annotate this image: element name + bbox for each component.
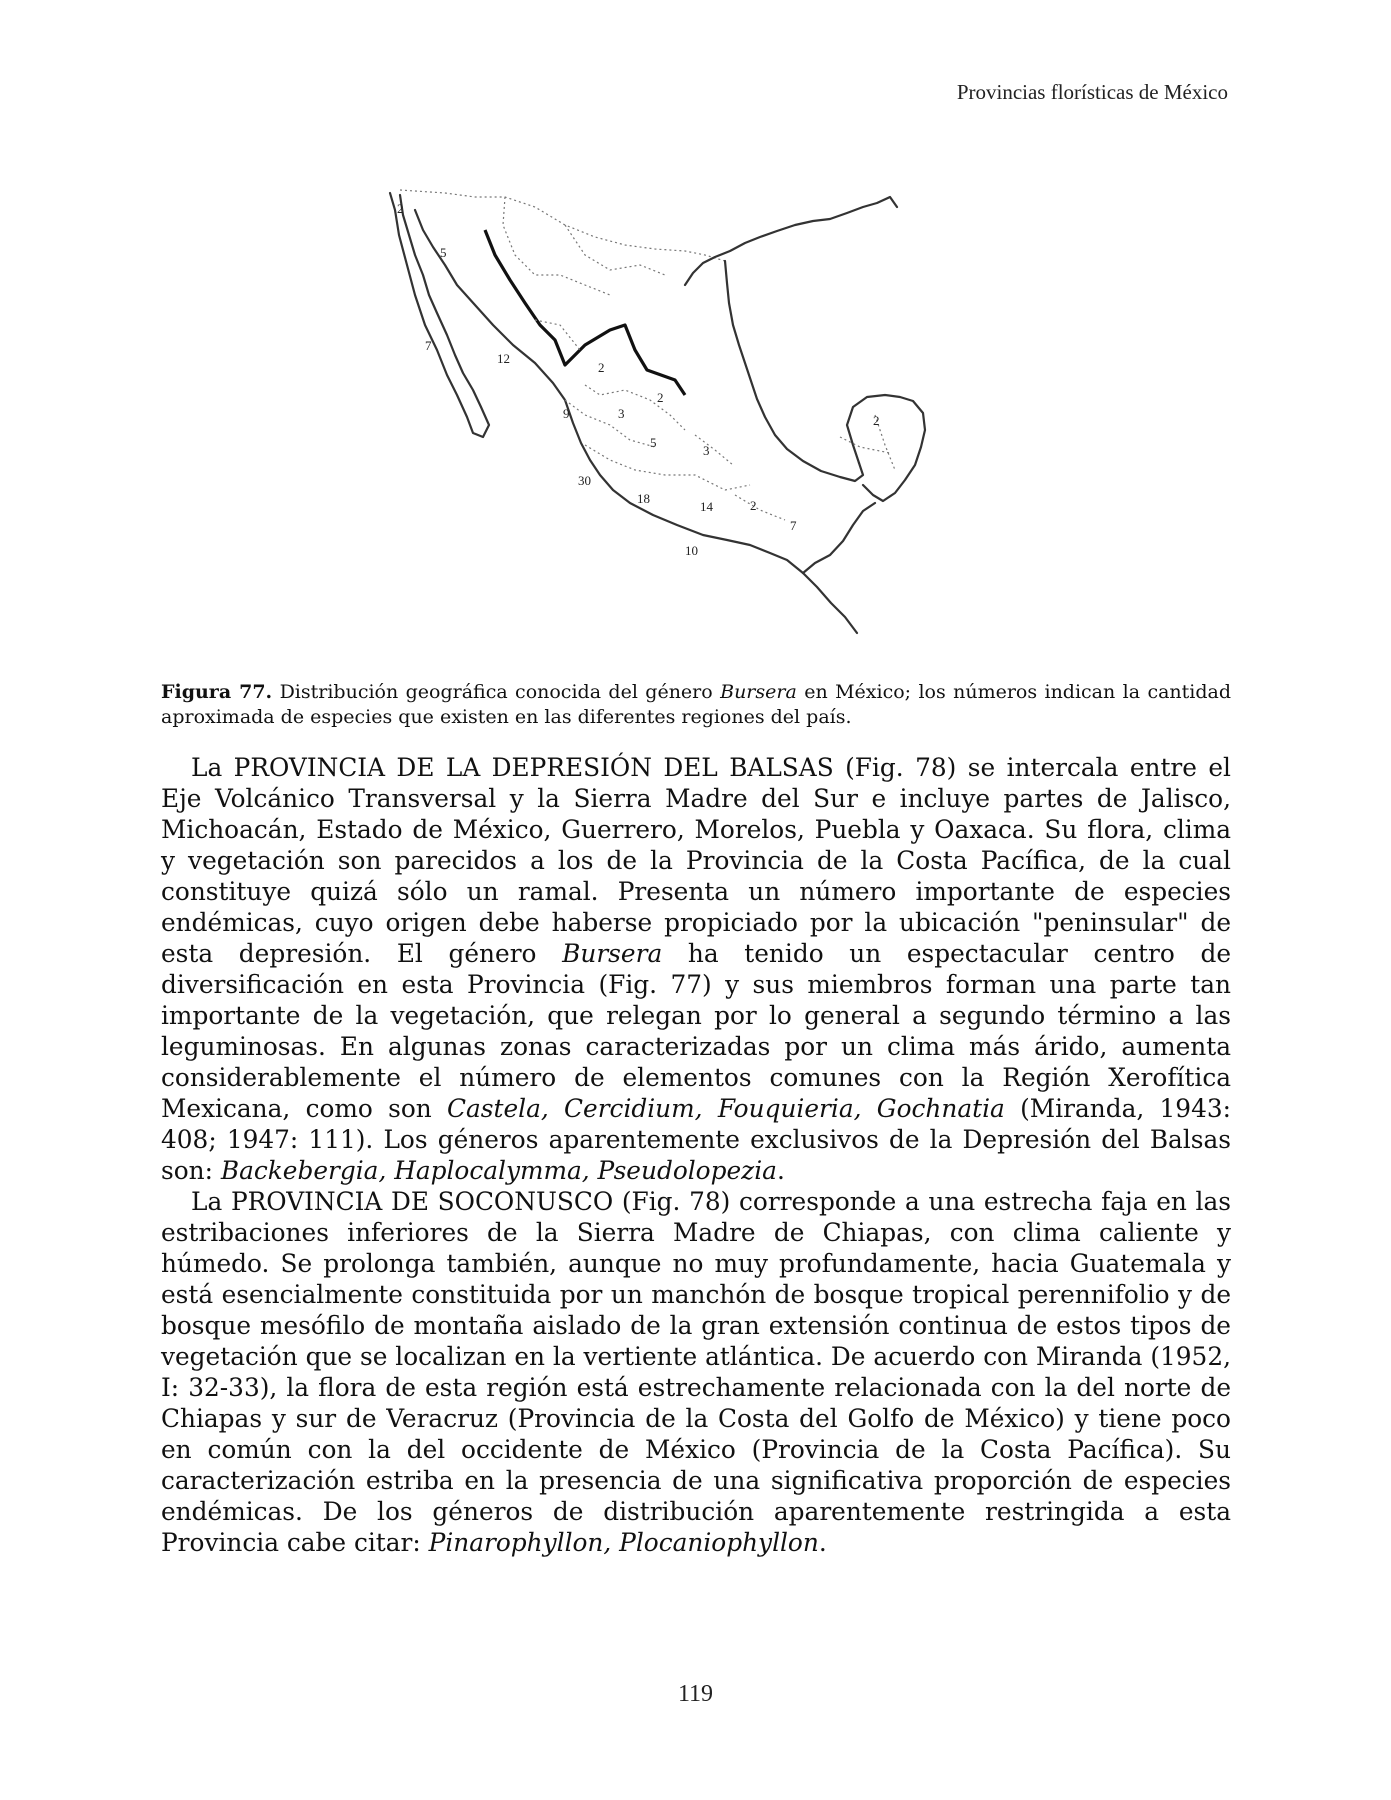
caption-label: Figura 77. bbox=[161, 681, 273, 703]
genus-list: Backebergia, Haplocalymma, Pseudolopezia bbox=[220, 1156, 777, 1185]
paragraph-balsas bbox=[161, 752, 1231, 1186]
paragraph-soconusco bbox=[161, 1186, 1231, 1558]
region-number: 3 bbox=[618, 406, 625, 421]
region-number: 30 bbox=[578, 473, 591, 488]
figure-caption bbox=[161, 680, 1231, 730]
caption-text: en México; los números indican la cantidad aproximada de especies que existen en las diferentes regiones del país. bbox=[161, 681, 1232, 728]
mexico-map bbox=[385, 185, 1040, 645]
region-number: 9 bbox=[563, 406, 570, 421]
caption-text: Distribución geográfica conocida del género bbox=[279, 681, 713, 703]
paragraph-text: (Miranda, 1943: 408; 1947: 111). Los géneros aparentemente exclusivos de la Depresión del Balsas son: bbox=[161, 1094, 1231, 1185]
region-number: 5 bbox=[440, 245, 447, 260]
region-number: 7 bbox=[790, 518, 797, 533]
genus-list: Castela, Cercidium, Fouquieria, Gochnatia bbox=[447, 1094, 1005, 1123]
paragraph-text: ha tenido un espectacular centro de diversificación en esta Provincia (Fig. 77) y sus miembros forman una parte tan importante de la vegetación, que relegan por lo general a segundo término a las leguminosas. En algunas zonas caracterizadas por un clima más árido, aumenta considerablemente el número de elementos comunes con la Región Xerofítica Mexicana, como son bbox=[161, 939, 1231, 1123]
paragraph-text: . bbox=[776, 1156, 785, 1185]
guatemala-border bbox=[803, 503, 875, 573]
region-number: 2 bbox=[750, 498, 757, 513]
texas-coast bbox=[685, 197, 897, 285]
paragraph-text: La PROVINCIA DE LA DEPRESIÓN DEL BALSAS (Fig. 78) se intercala entre el Eje Volcánico Transversal y la Sierra Madre del Sur e incluye partes de Jalisco, Michoacán, Estado de México, Guerrero, Morelos, Puebla y Oaxaca. Su flora, clima y vegetación son parecidos a los de la Provincia de la Costa Pacífica, de la cual constituye quizá sólo un ramal. Presenta un número importante de especies endémicas, cuyo origen debe haberse propiciado por la ubicación "peninsular" de esta depresión. El género bbox=[161, 753, 1231, 968]
baja-california-outline bbox=[390, 193, 489, 437]
genus-list: Pinarophyllon, Plocaniophyllon bbox=[428, 1528, 819, 1557]
region-number: 2 bbox=[657, 390, 664, 405]
genus-name: Bursera bbox=[562, 939, 663, 968]
region-number: 7 bbox=[425, 338, 432, 353]
region-number: 10 bbox=[685, 543, 698, 558]
caption-genus: Bursera bbox=[720, 681, 797, 703]
yucatan-outline bbox=[847, 395, 925, 501]
region-number: 5 bbox=[650, 435, 657, 450]
region-number: 14 bbox=[700, 499, 713, 514]
region-number: 3 bbox=[703, 443, 710, 458]
region-number: 2 bbox=[598, 360, 605, 375]
page-number: 119 bbox=[677, 1681, 714, 1707]
region-number: 2 bbox=[873, 413, 880, 428]
body-text bbox=[161, 752, 1231, 1558]
paragraph-text: . bbox=[818, 1528, 827, 1557]
pacific-coast bbox=[415, 210, 857, 633]
paragraph-text: La PROVINCIA DE SOCONUSCO (Fig. 78) corresponde a una estrecha faja en las estribaciones inferiores de la Sierra Madre de Chiapas, con clima caliente y húmedo. Se prolonga también, aunque no muy profundamente, hacia Guatemala y está esencialmente constituida por un manchón de bosque tropical perennifolio y de bosque mesófilo de montaña aislado de la gran extensión continua de estos tipos de vegetación que se localizan en la vertiente atlántica. De acuerdo con Miranda (1952, I: 32-33), la flora de esta región está estrechamente relacionada con la del norte de Chiapas y sur de Veracruz (Provincia de la Costa del Golfo de México) y tiene poco en común con la del occidente de México (Provincia de la Costa Pacífica). Su caracterización estriba en la presencia de una significativa proporción de especies endémicas. De los géneros de distribución aparentemente restringida a esta Provincia cabe citar: bbox=[161, 1187, 1231, 1557]
region-number: 2 bbox=[397, 201, 404, 216]
region-number: 12 bbox=[497, 351, 510, 366]
gulf-coast bbox=[725, 261, 863, 481]
northern-border bbox=[400, 190, 725, 261]
figure-map-bursera bbox=[385, 185, 1040, 645]
running-header: Provincias florísticas de México bbox=[956, 80, 1228, 104]
region-number: 18 bbox=[637, 491, 650, 506]
